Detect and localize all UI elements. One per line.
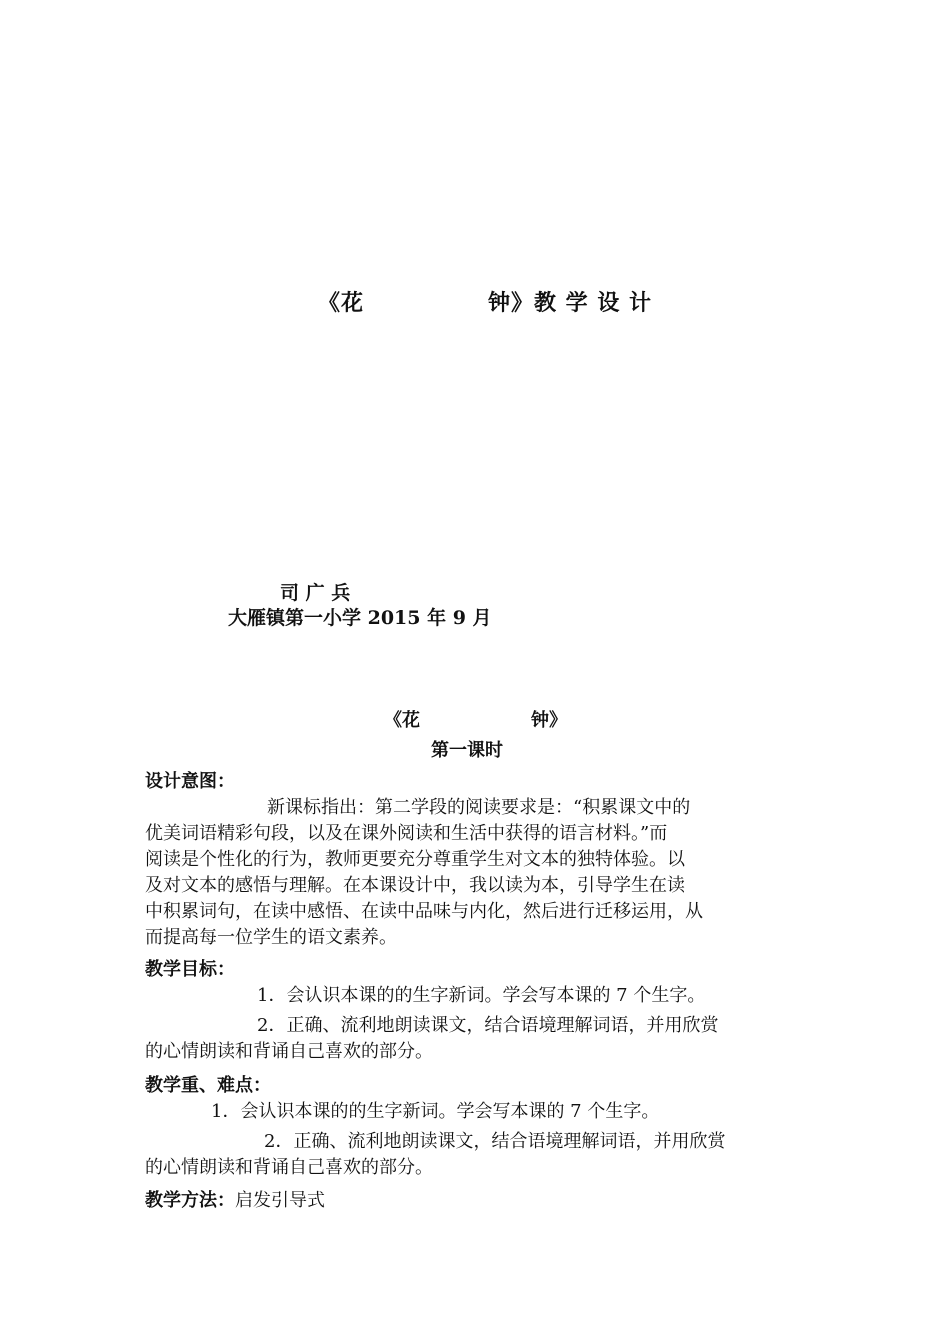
- teaching-method-value: 启发引导式: [235, 1190, 325, 1211]
- design-intent-line: 新课标指出：第二学段的阅读要求是：“积累课文中的: [267, 797, 691, 818]
- teaching-method: [145, 1186, 325, 1214]
- design-intent-line: 优美词语精彩句段，以及在课外阅读和生活中获得的语言材料。”而: [145, 823, 668, 844]
- goal-item-2-cont: 的心情朗读和背诵自己喜欢的部分。: [145, 1041, 433, 1062]
- key-point-2: 2．正确、流利地朗读课文，结合语境理解词语，并用欣赏: [264, 1131, 726, 1152]
- design-intent-line: 及对文本的感悟与理解。在本课设计中，我以读为本，引导学生在读: [145, 875, 685, 896]
- cover-title-right: 钟》教 学 设 计: [488, 290, 652, 316]
- author-name: 司 广 兵: [280, 582, 351, 604]
- key-point-2-cont: 的心情朗读和背诵自己喜欢的部分。: [145, 1157, 433, 1178]
- cover-title-left: 《花: [318, 290, 365, 316]
- teaching-goals-label: 教学目标：: [145, 959, 235, 980]
- content-title-right: 钟》: [531, 710, 567, 731]
- goal-item-1: 1．会认识本课的的生字新词。学会写本课的 7 个生字。: [257, 985, 706, 1006]
- design-intent-line: 阅读是个性化的行为，教师更要充分尊重学生对文本的独特体验。以: [145, 849, 685, 870]
- key-points-label: 教学重、难点：: [145, 1075, 271, 1096]
- design-intent-line: 中积累词句，在读中感悟、在读中品味与内化，然后进行迁移运用，从: [145, 901, 703, 922]
- design-intent-line: 而提高每一位学生的语文素养。: [145, 927, 397, 948]
- school-date: 大雁镇第一小学 2015 年 9 月: [228, 607, 492, 629]
- content-title-left: 《花: [384, 710, 420, 731]
- key-point-1: 1．会认识本课的的生字新词。学会写本课的 7 个生字。: [211, 1101, 660, 1122]
- teaching-method-label: 教学方法：: [145, 1190, 235, 1211]
- goal-item-2: 2．正确、流利地朗读课文，结合语境理解词语，并用欣赏: [257, 1015, 719, 1036]
- lesson-subtitle: 第一课时: [431, 740, 503, 761]
- design-intent-label: 设计意图：: [145, 771, 235, 792]
